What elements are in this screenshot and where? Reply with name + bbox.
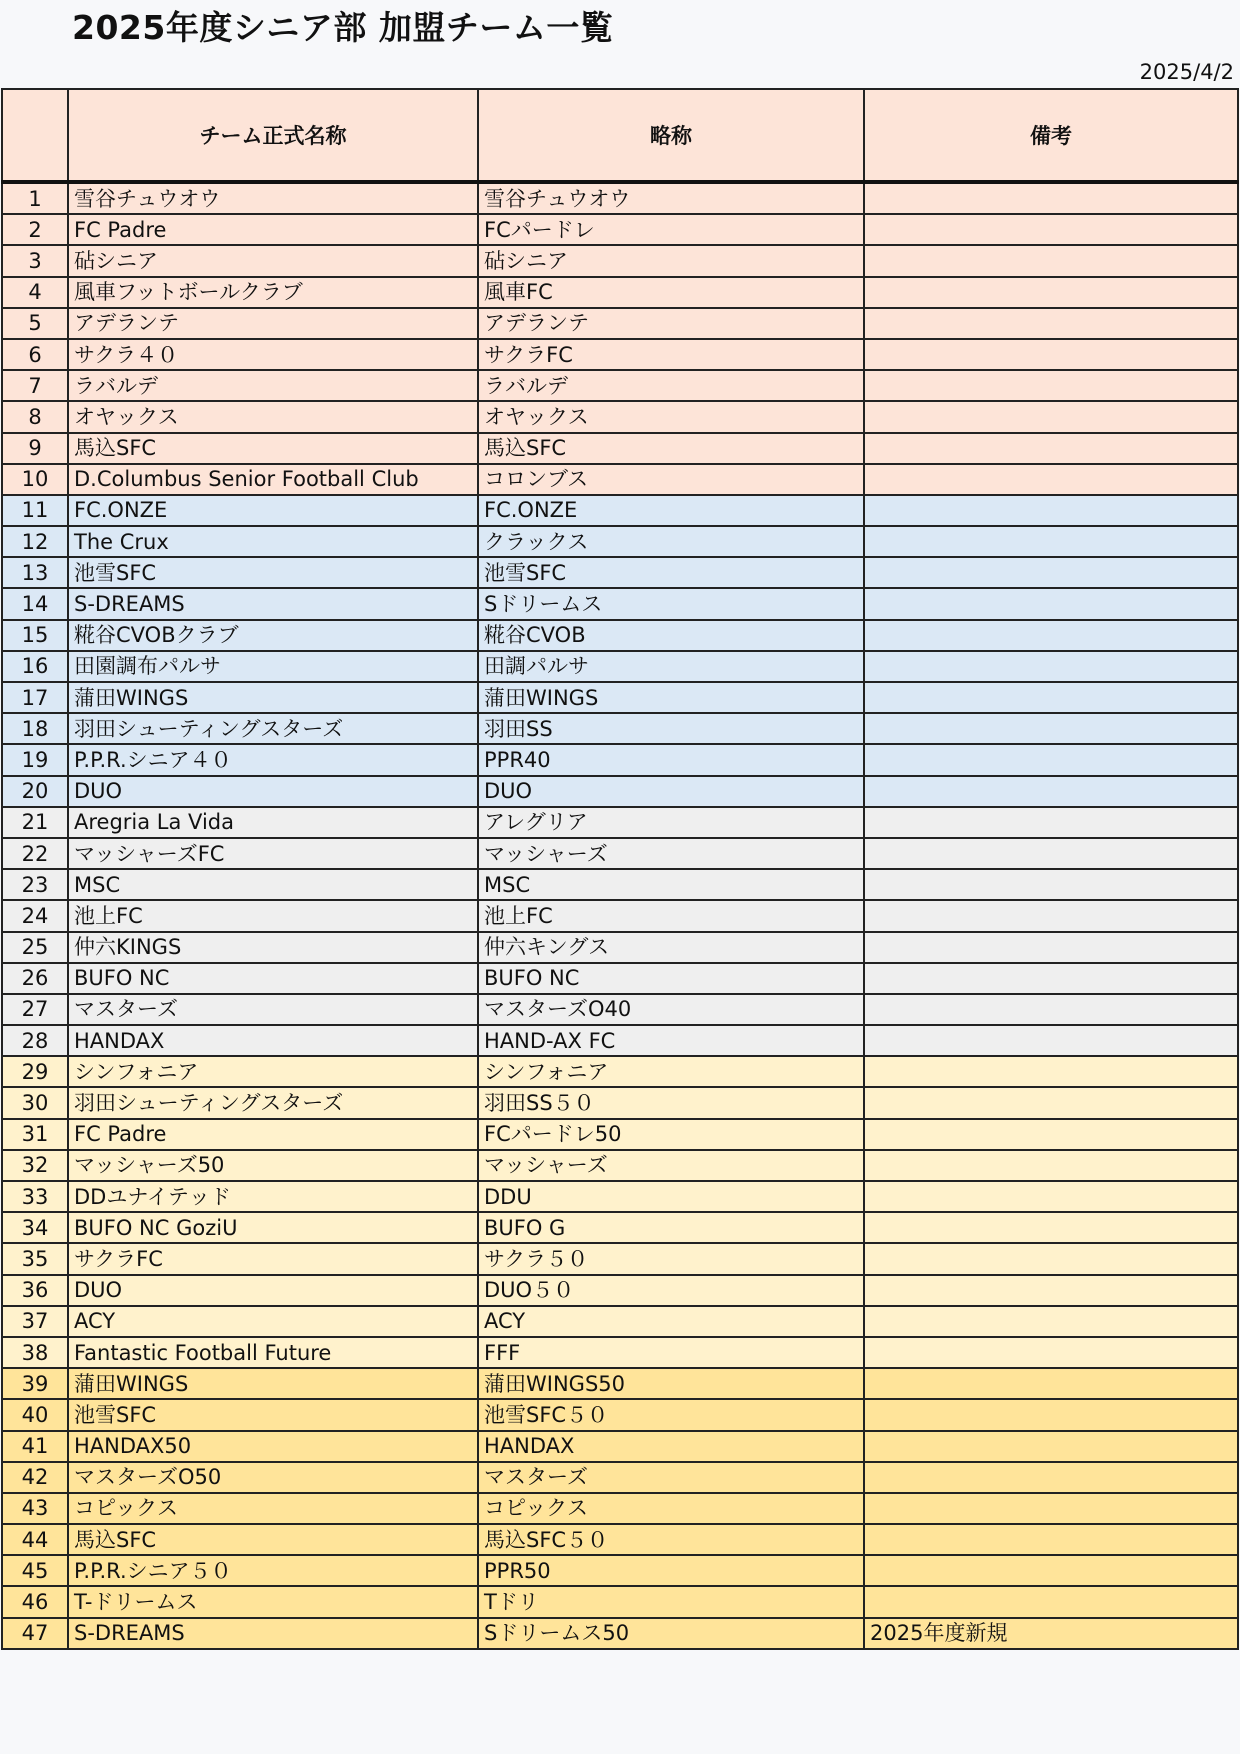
team-abbreviation: BUFO NC [478, 963, 864, 994]
table-row [2, 588, 1238, 619]
team-remarks [864, 1087, 1238, 1118]
row-number: 21 [2, 807, 68, 838]
team-official-name: 池雪SFC [68, 557, 478, 588]
team-abbreviation: 池雪SFC５０ [478, 1399, 864, 1430]
team-abbreviation: 蒲田WINGS [478, 682, 864, 713]
team-abbreviation: 田調パルサ [478, 651, 864, 682]
team-abbreviation: 仲六キングス [478, 932, 864, 963]
team-official-name: Aregria La Vida [68, 807, 478, 838]
row-number: 23 [2, 869, 68, 900]
team-remarks [864, 1524, 1238, 1555]
team-abbreviation: 風車FC [478, 277, 864, 308]
table-row [2, 994, 1238, 1025]
row-number: 8 [2, 401, 68, 432]
team-official-name: 砧シニア [68, 245, 478, 276]
table-row [2, 963, 1238, 994]
team-official-name: アデランテ [68, 308, 478, 339]
table-row [2, 776, 1238, 807]
table-row [2, 1243, 1238, 1274]
row-number: 14 [2, 588, 68, 619]
team-official-name: DDユナイテッド [68, 1181, 478, 1212]
team-abbreviation: HAND-AX FC [478, 1025, 864, 1056]
team-remarks [864, 308, 1238, 339]
team-official-name: オヤックス [68, 401, 478, 432]
team-remarks [864, 994, 1238, 1025]
team-abbreviation: HANDAX [478, 1431, 864, 1462]
row-number: 34 [2, 1212, 68, 1243]
team-official-name: 雪谷チュウオウ [68, 182, 478, 214]
team-remarks [864, 807, 1238, 838]
team-abbreviation: マスターズ [478, 1462, 864, 1493]
team-official-name: シンフォニア [68, 1056, 478, 1087]
team-remarks [864, 900, 1238, 931]
header-remarks: 備考 [864, 89, 1238, 182]
table-row [2, 1462, 1238, 1493]
team-official-name: 仲六KINGS [68, 932, 478, 963]
team-remarks: 2025年度新規 [864, 1618, 1238, 1649]
row-number: 24 [2, 900, 68, 931]
table-row [2, 744, 1238, 775]
team-remarks [864, 1462, 1238, 1493]
table-row [2, 620, 1238, 651]
team-official-name: FC.ONZE [68, 495, 478, 526]
team-abbreviation: FCパードレ [478, 214, 864, 245]
team-remarks [864, 620, 1238, 651]
team-official-name: Fantastic Football Future [68, 1337, 478, 1368]
team-remarks [864, 245, 1238, 276]
team-abbreviation: Sドリームス50 [478, 1618, 864, 1649]
row-number: 9 [2, 433, 68, 464]
row-number: 38 [2, 1337, 68, 1368]
table-row [2, 277, 1238, 308]
team-remarks [864, 1150, 1238, 1181]
team-abbreviation: PPR40 [478, 744, 864, 775]
team-remarks [864, 776, 1238, 807]
row-number: 19 [2, 744, 68, 775]
team-remarks [864, 1555, 1238, 1586]
table-header-row [2, 89, 1238, 182]
team-remarks [864, 651, 1238, 682]
team-remarks [864, 214, 1238, 245]
team-remarks [864, 182, 1238, 214]
team-abbreviation: PPR50 [478, 1555, 864, 1586]
row-number: 44 [2, 1524, 68, 1555]
table-row [2, 713, 1238, 744]
team-remarks [864, 932, 1238, 963]
team-remarks [864, 1243, 1238, 1274]
team-abbreviation: MSC [478, 869, 864, 900]
team-remarks [864, 1212, 1238, 1243]
row-number: 29 [2, 1056, 68, 1087]
table-row [2, 495, 1238, 526]
table-row [2, 464, 1238, 495]
team-official-name: 羽田シューティングスターズ [68, 1087, 478, 1118]
row-number: 2 [2, 214, 68, 245]
team-remarks [864, 1056, 1238, 1087]
team-official-name: サクラFC [68, 1243, 478, 1274]
row-number: 27 [2, 994, 68, 1025]
team-abbreviation: マスターズO40 [478, 994, 864, 1025]
team-abbreviation: FFF [478, 1337, 864, 1368]
team-remarks [864, 1493, 1238, 1524]
team-official-name: The Crux [68, 526, 478, 557]
team-abbreviation: サクラ５０ [478, 1243, 864, 1274]
team-official-name: サクラ４０ [68, 339, 478, 370]
row-number: 3 [2, 245, 68, 276]
row-number: 13 [2, 557, 68, 588]
table-row [2, 433, 1238, 464]
team-official-name: コピックス [68, 1493, 478, 1524]
header-official-name: チーム正式名称 [68, 89, 478, 182]
team-remarks [864, 1431, 1238, 1462]
team-remarks [864, 1368, 1238, 1399]
team-official-name: 糀谷CVOBクラブ [68, 620, 478, 651]
table-row [2, 807, 1238, 838]
table-row [2, 245, 1238, 276]
table-row [2, 1431, 1238, 1462]
team-official-name: BUFO NC GoziU [68, 1212, 478, 1243]
table-row [2, 526, 1238, 557]
team-official-name: P.P.R.シニア５０ [68, 1555, 478, 1586]
team-abbreviation: DUO５０ [478, 1275, 864, 1306]
table-row [2, 1119, 1238, 1150]
table-row [2, 401, 1238, 432]
team-official-name: ラバルデ [68, 370, 478, 401]
row-number: 12 [2, 526, 68, 557]
team-abbreviation: 池上FC [478, 900, 864, 931]
team-official-name: HANDAX50 [68, 1431, 478, 1462]
table-row [2, 1025, 1238, 1056]
row-number: 28 [2, 1025, 68, 1056]
row-number: 42 [2, 1462, 68, 1493]
team-remarks [864, 557, 1238, 588]
team-abbreviation: クラックス [478, 526, 864, 557]
team-remarks [864, 1119, 1238, 1150]
team-abbreviation: 池雪SFC [478, 557, 864, 588]
table-row [2, 1181, 1238, 1212]
team-official-name: マッシャーズFC [68, 838, 478, 869]
table-row [2, 308, 1238, 339]
row-number: 26 [2, 963, 68, 994]
table-row [2, 1586, 1238, 1617]
team-abbreviation: オヤックス [478, 401, 864, 432]
team-abbreviation: マッシャーズ [478, 1150, 864, 1181]
team-abbreviation: 砧シニア [478, 245, 864, 276]
table-row [2, 1493, 1238, 1524]
team-abbreviation: サクラFC [478, 339, 864, 370]
row-number: 15 [2, 620, 68, 651]
team-remarks [864, 1275, 1238, 1306]
team-official-name: 池雪SFC [68, 1399, 478, 1430]
row-number: 10 [2, 464, 68, 495]
team-remarks [864, 401, 1238, 432]
team-remarks [864, 682, 1238, 713]
table-row [2, 1087, 1238, 1118]
team-remarks [864, 370, 1238, 401]
team-abbreviation: DUO [478, 776, 864, 807]
team-table [1, 88, 1239, 1650]
table-row [2, 1524, 1238, 1555]
team-official-name: 風車フットボールクラブ [68, 277, 478, 308]
row-number: 22 [2, 838, 68, 869]
header-abbreviation: 略称 [478, 89, 864, 182]
team-official-name: DUO [68, 776, 478, 807]
team-remarks [864, 464, 1238, 495]
team-remarks [864, 1399, 1238, 1430]
row-number: 36 [2, 1275, 68, 1306]
team-abbreviation: ACY [478, 1306, 864, 1337]
table-row [2, 1275, 1238, 1306]
team-remarks [864, 495, 1238, 526]
team-official-name: D.Columbus Senior Football Club [68, 464, 478, 495]
team-official-name: 羽田シューティングスターズ [68, 713, 478, 744]
table-row [2, 651, 1238, 682]
table-row [2, 1056, 1238, 1087]
team-official-name: S-DREAMS [68, 588, 478, 619]
row-number: 39 [2, 1368, 68, 1399]
team-abbreviation: Sドリームス [478, 588, 864, 619]
row-number: 40 [2, 1399, 68, 1430]
table-row [2, 182, 1238, 214]
team-abbreviation: BUFO G [478, 1212, 864, 1243]
team-official-name: 馬込SFC [68, 1524, 478, 1555]
team-official-name: FC Padre [68, 214, 478, 245]
team-abbreviation: 羽田SS５０ [478, 1087, 864, 1118]
team-official-name: マッシャーズ50 [68, 1150, 478, 1181]
team-official-name: HANDAX [68, 1025, 478, 1056]
team-remarks [864, 588, 1238, 619]
team-abbreviation: FC.ONZE [478, 495, 864, 526]
team-remarks [864, 1025, 1238, 1056]
team-abbreviation: 雪谷チュウオウ [478, 182, 864, 214]
row-number: 20 [2, 776, 68, 807]
table-row [2, 1399, 1238, 1430]
team-official-name: BUFO NC [68, 963, 478, 994]
table-row [2, 214, 1238, 245]
team-abbreviation: コピックス [478, 1493, 864, 1524]
team-remarks [864, 963, 1238, 994]
row-number: 32 [2, 1150, 68, 1181]
table-row [2, 682, 1238, 713]
row-number: 35 [2, 1243, 68, 1274]
team-abbreviation: マッシャーズ [478, 838, 864, 869]
table-row [2, 900, 1238, 931]
team-official-name: 蒲田WINGS [68, 1368, 478, 1399]
team-abbreviation: FCパードレ50 [478, 1119, 864, 1150]
row-number: 43 [2, 1493, 68, 1524]
table-row [2, 1368, 1238, 1399]
row-number: 30 [2, 1087, 68, 1118]
row-number: 4 [2, 277, 68, 308]
table-row [2, 339, 1238, 370]
team-abbreviation: シンフォニア [478, 1056, 864, 1087]
team-remarks [864, 744, 1238, 775]
table-row [2, 1337, 1238, 1368]
row-number: 16 [2, 651, 68, 682]
page-title: 2025年度シニア部 加盟チーム一覧 [72, 8, 614, 47]
header-number [2, 89, 68, 182]
table-row [2, 1212, 1238, 1243]
team-remarks [864, 838, 1238, 869]
row-number: 17 [2, 682, 68, 713]
row-number: 47 [2, 1618, 68, 1649]
team-official-name: 蒲田WINGS [68, 682, 478, 713]
team-official-name: S-DREAMS [68, 1618, 478, 1649]
row-number: 46 [2, 1586, 68, 1617]
row-number: 41 [2, 1431, 68, 1462]
team-abbreviation: アレグリア [478, 807, 864, 838]
row-number: 37 [2, 1306, 68, 1337]
row-number: 33 [2, 1181, 68, 1212]
team-abbreviation: 蒲田WINGS50 [478, 1368, 864, 1399]
table-row [2, 932, 1238, 963]
team-remarks [864, 277, 1238, 308]
team-official-name: MSC [68, 869, 478, 900]
team-remarks [864, 526, 1238, 557]
team-abbreviation: アデランテ [478, 308, 864, 339]
team-official-name: T-ドリームス [68, 1586, 478, 1617]
team-remarks [864, 1306, 1238, 1337]
table-row [2, 1618, 1238, 1649]
row-number: 7 [2, 370, 68, 401]
team-official-name: DUO [68, 1275, 478, 1306]
row-number: 45 [2, 1555, 68, 1586]
table-row [2, 370, 1238, 401]
team-remarks [864, 339, 1238, 370]
row-number: 5 [2, 308, 68, 339]
row-number: 25 [2, 932, 68, 963]
team-remarks [864, 433, 1238, 464]
table-row [2, 1555, 1238, 1586]
team-official-name: 田園調布パルサ [68, 651, 478, 682]
team-abbreviation: 馬込SFC [478, 433, 864, 464]
team-official-name: マスターズO50 [68, 1462, 478, 1493]
row-number: 1 [2, 182, 68, 214]
table-row [2, 1306, 1238, 1337]
table-row [2, 1150, 1238, 1181]
team-remarks [864, 1337, 1238, 1368]
table-row [2, 869, 1238, 900]
team-abbreviation: 羽田SS [478, 713, 864, 744]
row-number: 18 [2, 713, 68, 744]
team-abbreviation: 糀谷CVOB [478, 620, 864, 651]
table-row [2, 557, 1238, 588]
team-remarks [864, 1586, 1238, 1617]
document-date: 2025/4/2 [1139, 60, 1234, 84]
row-number: 11 [2, 495, 68, 526]
team-official-name: P.P.R.シニア４０ [68, 744, 478, 775]
team-official-name: マスターズ [68, 994, 478, 1025]
team-abbreviation: ラバルデ [478, 370, 864, 401]
team-official-name: 馬込SFC [68, 433, 478, 464]
row-number: 31 [2, 1119, 68, 1150]
team-official-name: FC Padre [68, 1119, 478, 1150]
team-remarks [864, 713, 1238, 744]
row-number: 6 [2, 339, 68, 370]
team-official-name: 池上FC [68, 900, 478, 931]
team-remarks [864, 1181, 1238, 1212]
team-abbreviation: DDU [478, 1181, 864, 1212]
team-official-name: ACY [68, 1306, 478, 1337]
team-abbreviation: Tドリ [478, 1586, 864, 1617]
table-row [2, 838, 1238, 869]
team-abbreviation: コロンブス [478, 464, 864, 495]
team-abbreviation: 馬込SFC５０ [478, 1524, 864, 1555]
team-remarks [864, 869, 1238, 900]
